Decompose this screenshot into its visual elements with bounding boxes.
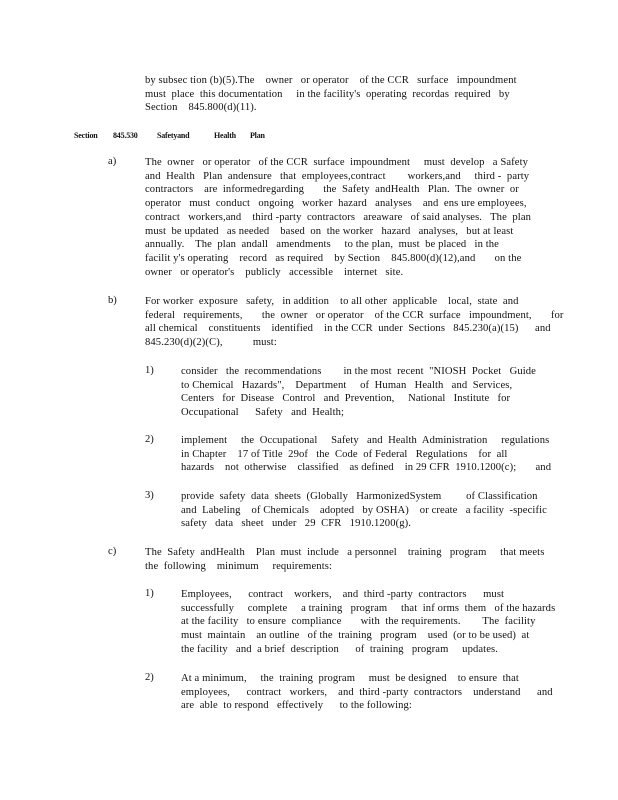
text-line: Centers for Disease Control and Prevention, National Institute for [181,393,511,405]
text-line: facilit y's operating record as required by Section 845.800(d)(12),and on the [145,252,522,264]
lead-paragraph [145,74,525,115]
subsection-marker: a) [108,156,117,167]
text-line: to Chemical Hazards", Department of Human Health and Services, [181,379,513,391]
text-line: Occupational Safety and Health; [181,407,345,419]
item-text [181,490,547,531]
text-line: annually. The plan andall amendments to the plan, must be placed in the [145,239,499,251]
item-text [181,672,553,713]
text-line: The owner or operator of the CCR surface impoundment must develop a Safety [145,157,529,168]
text-line: contract workers,and third -party contractors areaware of said analyses. The plan [145,211,532,223]
lead-line: Section 845.800(d)(11). [145,102,257,114]
lead-line: by subsec tion (b)(5).The owner or operator of the CCR surface impoundment [145,75,517,86]
subsection-marker: c) [108,546,117,557]
subsection-marker: b) [108,295,117,306]
item-text [181,434,552,475]
text-line: hazards not otherwise classified as defined in 29 CFR 1910.1200(c); and [181,462,552,474]
subsection-a-text [145,156,540,279]
section-number: 845.530 [113,131,138,140]
text-line: successfully complete a training program that inf orms them of the hazards [181,602,556,614]
text-line: owner or operator's publicly accessible internet site. [145,266,404,278]
item-marker: 1) [145,588,154,599]
section-title-word: Safetyand [157,131,190,140]
text-line: 845.230(d)(2)(C), must: [145,337,277,349]
text-line: The Safety andHealth Plan must include a personnel training program that meets [145,547,545,558]
text-line: must be updated as needed based on the worker hazard analyses, but at least [145,225,514,237]
section-title-word: Plan [250,131,265,140]
text-line: operator must conduct ongoing worker hazard analyses and ens ure employees, [145,198,527,210]
subsection-c-text [145,546,545,573]
text-line: contractors are informedregarding the Safety andHealth Plan. The owner or [145,184,519,196]
text-line: safety data sheet under 29 CFR 1910.1200(g). [181,518,411,530]
text-line: Employees, contract workers, and third -party contractors must [181,589,505,600]
item-text [181,365,536,420]
text-line: all chemical constituents identified in the CCR under Sections 845.230(a)(15) and [145,323,551,335]
text-line: federal requirements, the owner or operator of the CCR surface impoundment, for [145,309,564,321]
text-line: and Health Plan andensure that employees,contract workers,and third - party [145,170,530,182]
text-line: the following minimum requirements: [145,560,333,572]
text-line: in Chapter 17 of Title 29of the Code of Federal Regulations for all [181,448,508,460]
item-marker: 2) [145,434,154,445]
text-line: at the facility to ensure compliance with the requirements. The facility [181,616,536,628]
text-line: and Labeling of Chemicals adopted by OSHA) or create a facility -specific [181,504,547,516]
text-line: are able to respond effectively to the following: [181,700,412,712]
text-line: must maintain an outline of the training program used (or to be used) at [181,630,530,642]
subsection-b-text [145,295,564,350]
section-title-word: Health [214,131,236,140]
text-line: provide safety data sheets (Globally HarmonizedSystem of Classification [181,491,538,502]
text-line: employees, contract workers, and third -party contractors understand and [181,686,553,698]
item-text [181,588,556,657]
item-marker: 3) [145,490,154,501]
text-line: At a minimum, the training program must be designed to ensure that [181,673,519,684]
item-marker: 2) [145,672,154,683]
text-line: implement the Occupational Safety and Health Administration regulations [181,435,550,446]
text-line: For worker exposure safety, in addition to all other applicable local, state and [145,296,519,307]
section-label: Section [74,131,98,140]
text-line: the facility and a brief description of training program updates. [181,643,498,655]
lead-line: must place this documentation in the facility's operating recordas required by [145,88,510,100]
item-marker: 1) [145,365,154,376]
text-line: consider the recommendations in the most recent "NIOSH Pocket Guide [181,366,536,377]
